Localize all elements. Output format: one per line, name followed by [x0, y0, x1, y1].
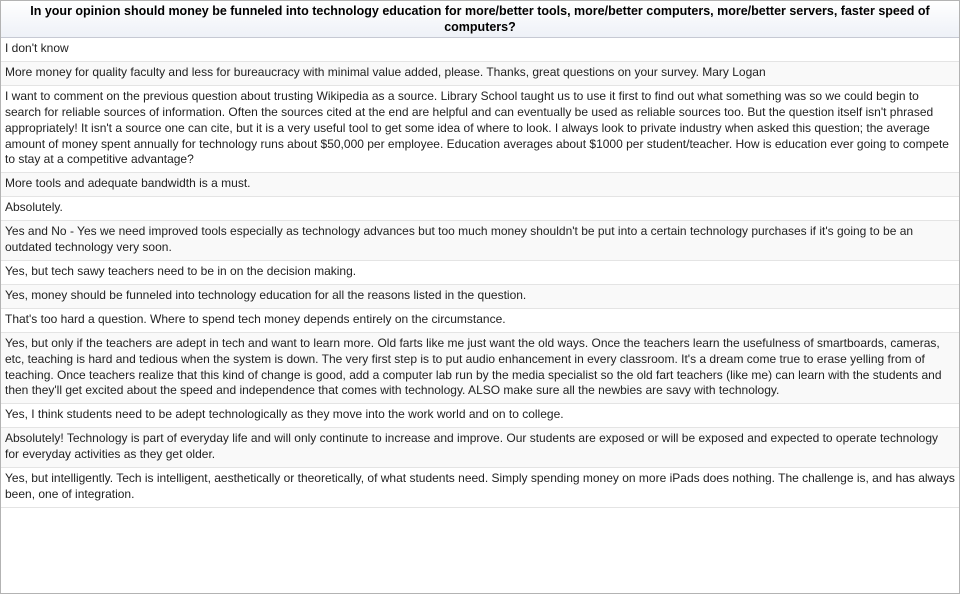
response-list	[1, 38, 959, 508]
response-row: Yes, but intelligently. Tech is intelligent, aesthetically or theoretically, of what students need. Simply spending money on more iPads does nothing. The challenge is, and has always been, one of integration.	[1, 468, 959, 508]
response-row: More tools and adequate bandwidth is a must.	[1, 173, 959, 197]
response-row: Yes, I think students need to be adept technologically as they move into the work world and on to college.	[1, 404, 959, 428]
response-row: Yes, but tech sawy teachers need to be in on the decision making.	[1, 261, 959, 285]
response-row: Yes, money should be funneled into technology education for all the reasons listed in the question.	[1, 285, 959, 309]
response-row: I don't know	[1, 38, 959, 62]
response-row: That's too hard a question. Where to spend tech money depends entirely on the circumstance.	[1, 309, 959, 333]
response-row: More money for quality faculty and less for bureaucracy with minimal value added, please. Thanks, great questions on your survey. Mary Logan	[1, 62, 959, 86]
response-row: I want to comment on the previous question about trusting Wikipedia as a source. Library School taught us to use it first to find out what something was so we could begin to search for reliable sources of information. Often the sources cited at the end are helpful and can eventually be used as reliable sources too. But the question itself isn't phrased appropriately! It isn't a source one can cite, but it is a very useful tool to get some idea of where to look. I always look to private industry when asked this question; the average amount of money spent annually for technology runs about $50,000 per employee. Education averages about $1000 per student/teacher. How is education ever going to compete to stay at a competitive advantage?	[1, 86, 959, 174]
response-row: Yes and No - Yes we need improved tools especially as technology advances but too much money shouldn't be put into a certain technology purchases if it's going to be an outdated technology very soon.	[1, 221, 959, 261]
response-row: Absolutely.	[1, 197, 959, 221]
response-row: Absolutely! Technology is part of everyday life and will only continute to increase and improve. Our students are exposed or will be exposed and expected to operate technology for everyday activities as they get older.	[1, 428, 959, 468]
response-row: Yes, but only if the teachers are adept in tech and want to learn more. Old farts like me just want the old ways. Once the teachers learn the usefulness of smartboards, cameras, etc, teaching is hard and tedious when the system is down. The very first step is to put audio enhancement in every classroom. It's a dream come true to erase yelling from of teaching. Once teachers realize that this kind of change is good, add a computer lab run by the media specialist so the old fart teachers (like me) can learn with the students and then they'll get excited about the speed and independence that comes with technology. ALSO make sure all the newbies are savy with technology.	[1, 333, 959, 405]
question-header: In your opinion should money be funneled into technology education for more/better tools, more/better computers, more/better servers, faster speed of computers?	[1, 1, 959, 38]
